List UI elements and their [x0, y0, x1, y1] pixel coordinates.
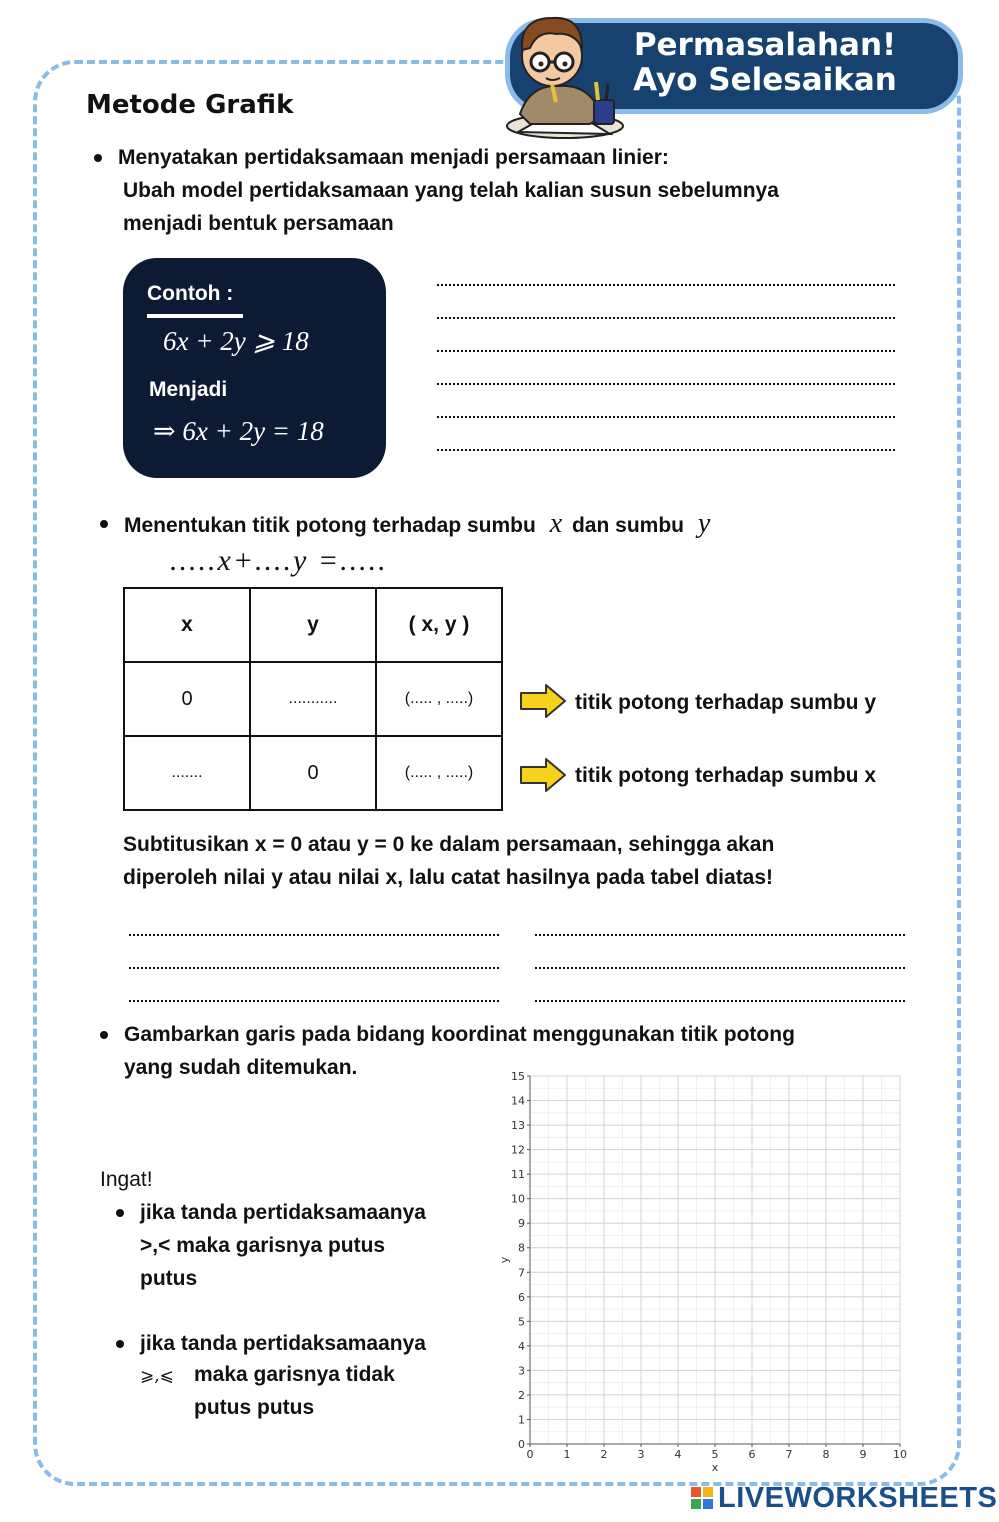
- step1-line-3: menjadi bentuk persamaan: [123, 212, 394, 235]
- answer-line[interactable]: [128, 966, 500, 970]
- x-tick-label: 3: [637, 1448, 645, 1461]
- substitution-line-1: Subtitusikan x = 0 atau y = 0 ke dalam persamaan, sehingga akan: [123, 833, 775, 856]
- answer-line[interactable]: [436, 382, 896, 386]
- example-equation: ⇒ 6x + 2y = 18: [153, 416, 324, 446]
- answer-line[interactable]: [534, 933, 906, 937]
- y-tick-label: 4: [518, 1339, 525, 1353]
- y-tick-label: 13: [511, 1119, 525, 1133]
- step2-heading-a: Menentukan titik potong terhadap sumbu: [124, 514, 536, 537]
- x-tick-label: 0: [526, 1448, 534, 1461]
- example-box: [123, 258, 386, 478]
- answer-line[interactable]: [436, 448, 896, 452]
- table-header-xy: ( x, y ): [376, 588, 502, 662]
- x-tick-label: 1: [563, 1448, 571, 1461]
- y-tick-label: 8: [518, 1241, 525, 1255]
- coordinate-grid[interactable]: [496, 1064, 916, 1474]
- y-tick-label: 3: [518, 1364, 525, 1378]
- banner-line-2: Ayo Selesaikan: [633, 62, 897, 98]
- example-label: Contoh :: [147, 282, 234, 305]
- y-tick-label: 15: [511, 1070, 525, 1083]
- footer-brand: LIVEWORKSHEETS: [718, 1482, 998, 1514]
- table-cell-input[interactable]: (..... , .....): [376, 736, 502, 810]
- bullet-dot: [94, 154, 102, 162]
- x-tick-label: 9: [859, 1448, 867, 1461]
- x-tick-label: 5: [711, 1448, 719, 1461]
- example-inequality: 6x + 2y ⩾ 18: [163, 326, 309, 356]
- table-cell-input[interactable]: (..... , .....): [376, 662, 502, 736]
- table-row: [124, 662, 502, 736]
- step3-line-2: yang sudah ditemukan.: [124, 1056, 358, 1079]
- arrow-right-icon: [518, 756, 568, 794]
- x-tick-label: 6: [748, 1448, 756, 1461]
- step3-line-1: Gambarkan garis pada bidang koordinat menggunakan titik potong: [124, 1023, 795, 1046]
- reminder-item2-line1: jika tanda pertidaksamaanya: [140, 1332, 426, 1355]
- y-tick-label: 1: [518, 1413, 525, 1427]
- answer-line[interactable]: [436, 415, 896, 419]
- arrow-right-icon: [518, 682, 568, 720]
- bullet-dot: [116, 1340, 124, 1348]
- table-cell-input[interactable]: ...........: [250, 662, 376, 736]
- table-cell: 0: [250, 736, 376, 810]
- x-tick-label: 7: [785, 1448, 793, 1461]
- reminder-title: Ingat!: [100, 1168, 153, 1191]
- bullet-dot: [116, 1209, 124, 1217]
- answer-line[interactable]: [534, 966, 906, 970]
- section-title: Metode Grafik: [86, 90, 294, 120]
- example-menjadi: Menjadi: [149, 378, 228, 401]
- reminder-item2-symbols: ⩾,⩽: [140, 1366, 174, 1386]
- example-label-underline: [147, 314, 243, 318]
- table-cell: 0: [124, 662, 250, 736]
- answer-line[interactable]: [534, 999, 906, 1003]
- template-equation: .....x+....y =.....: [170, 544, 388, 577]
- table-row: [124, 736, 502, 810]
- answer-line[interactable]: [436, 349, 896, 353]
- answer-line[interactable]: [436, 283, 896, 287]
- row-note-x-intercept: titik potong terhadap sumbu x: [575, 764, 877, 787]
- answer-line[interactable]: [436, 316, 896, 320]
- reminder-item1-line3: putus: [140, 1267, 198, 1290]
- banner-line-1: Permasalahan!: [633, 27, 897, 63]
- y-tick-label: 6: [518, 1290, 525, 1304]
- student-mascot-icon: [490, 4, 640, 144]
- step1-heading: Menyatakan pertidaksamaan menjadi persamaan linier:: [118, 146, 669, 169]
- row-note-y-intercept: titik potong terhadap sumbu y: [575, 691, 877, 714]
- step2-heading-b: dan sumbu: [571, 514, 684, 537]
- x-tick-label: 10: [893, 1448, 907, 1461]
- step1-line-2: Ubah model pertidaksamaan yang telah kalian susun sebelumnya: [123, 179, 779, 202]
- table-header-y: y: [250, 588, 376, 662]
- reminder-item1-line1: jika tanda pertidaksamaanya: [140, 1201, 426, 1224]
- x-axis-label: x: [711, 1461, 719, 1474]
- y-tick-label: 9: [518, 1217, 525, 1231]
- bullet-dot: [100, 1031, 108, 1039]
- reminder-item2-line3: putus putus: [194, 1396, 315, 1419]
- y-tick-label: 12: [511, 1143, 525, 1157]
- substitution-line-2: diperoleh nilai y atau nilai x, lalu catat hasilnya pada tabel diatas!: [123, 866, 774, 889]
- table-header-row: [124, 588, 502, 662]
- y-tick-label: 5: [518, 1315, 525, 1329]
- banner-title: [600, 28, 930, 98]
- intercept-table: [123, 587, 503, 811]
- answer-line[interactable]: [128, 999, 500, 1003]
- table-cell-input[interactable]: .......: [124, 736, 250, 810]
- y-axis-label: y: [498, 1256, 511, 1264]
- reminder-item2-line2: maka garisnya tidak: [194, 1363, 395, 1386]
- y-tick-label: 11: [511, 1168, 525, 1182]
- reminder-item1-line2: >,< maka garisnya putus: [140, 1234, 386, 1257]
- liveworksheets-logo-icon: [690, 1486, 714, 1510]
- x-tick-label: 4: [674, 1448, 682, 1461]
- y-tick-label: 14: [511, 1094, 525, 1108]
- y-tick-label: 0: [518, 1438, 525, 1451]
- x-tick-label: 8: [822, 1448, 830, 1461]
- x-tick-label: 2: [600, 1448, 608, 1461]
- answer-line[interactable]: [128, 933, 500, 937]
- var-x: x: [549, 508, 563, 539]
- var-y: y: [697, 508, 711, 539]
- y-tick-label: 2: [518, 1388, 525, 1402]
- bullet-dot: [100, 520, 108, 528]
- y-tick-label: 7: [518, 1266, 525, 1280]
- step2-heading: [124, 507, 710, 542]
- y-tick-label: 10: [511, 1192, 525, 1206]
- table-header-x: x: [124, 588, 250, 662]
